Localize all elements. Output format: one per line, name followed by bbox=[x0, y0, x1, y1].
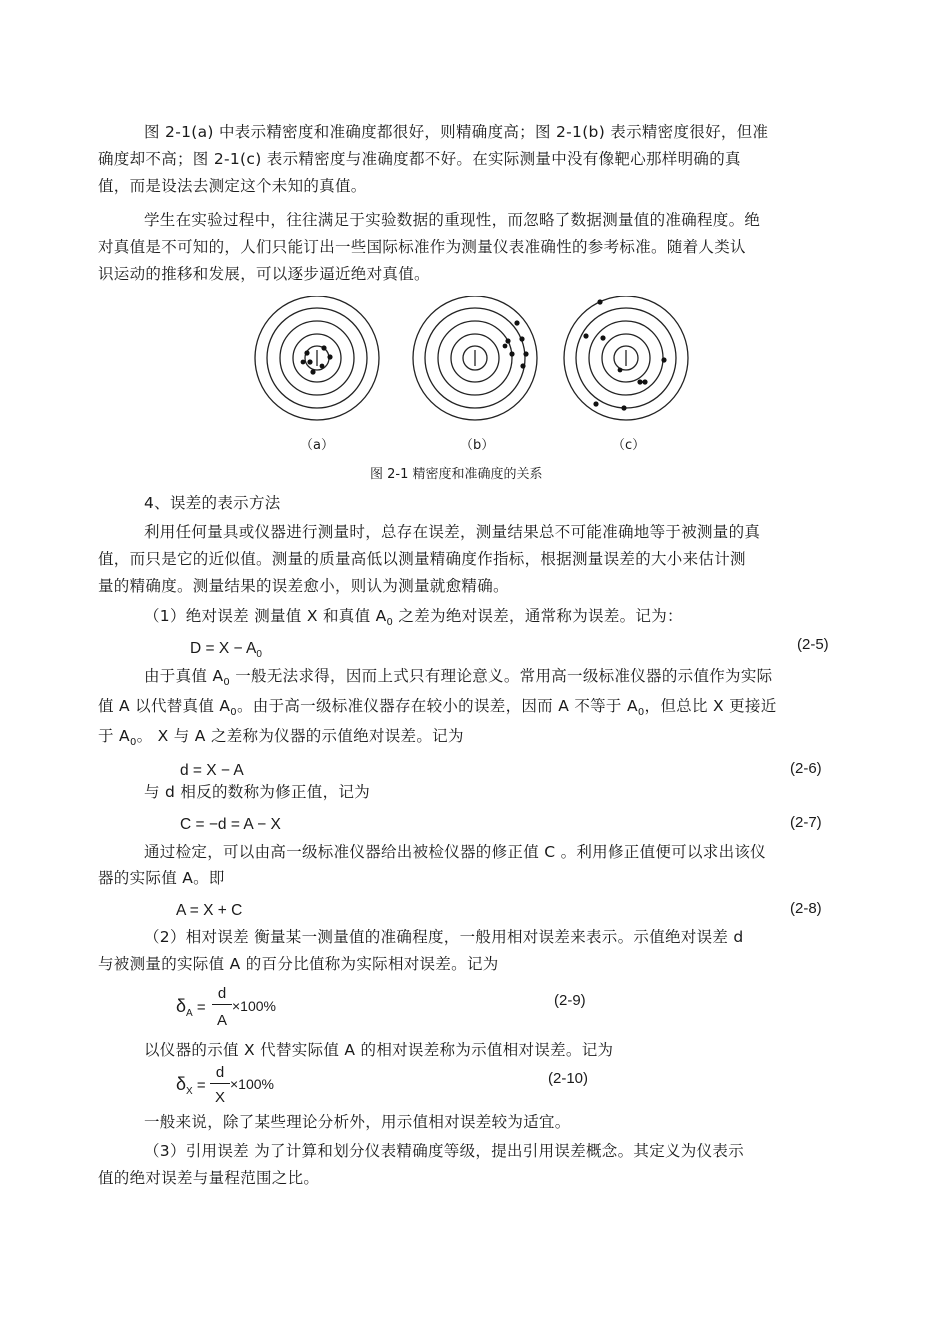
equation-2-10-numerator: d bbox=[215, 1064, 225, 1081]
rel-error-line1: （2）相对误差 衡量某一测量值的准确程度，一般用相对误差来表示。示值绝对误差 d bbox=[144, 928, 744, 946]
equation-2-8: A = X + C bbox=[176, 902, 243, 919]
section4-line1: 利用任何量具或仪器进行测量时，总存在误差，测量结果总不可能准确地等于被测量的真 bbox=[144, 523, 761, 541]
para2-line3: 识运动的推移和发展，可以逐步逼近绝对真值。 bbox=[98, 265, 430, 283]
target-c bbox=[564, 296, 688, 420]
indicated-relative-intro: 以仪器的示值 X 代替实际值 A 的相对误差称为示值相对误差。记为 bbox=[144, 1041, 614, 1059]
para3-line3: 于 $A_0$。 X 与 A 之差称为仪器的示值绝对误差。记为 bbox=[98, 727, 464, 748]
section4-line2: 值，而只是它的近似值。测量的质量高低以测量精确度作指标，根据测量误差的大小来估计测 bbox=[98, 550, 746, 568]
equation-number-2-10: (2-10) bbox=[548, 1070, 589, 1087]
equation-2-6: d = X − A bbox=[180, 762, 244, 779]
correction-intro: 与 d 相反的数称为修正值，记为 bbox=[144, 783, 370, 801]
equation-number-2-7: (2-7) bbox=[790, 814, 822, 831]
para4-line2: 器的实际值 A。即 bbox=[98, 869, 225, 887]
equation-2-7: C = −d = A − X bbox=[180, 816, 281, 833]
para3-line1: 由于真值 $A_0$ 一般无法求得，因而上式只有理论意义。常用高一级标准仪器的示值作为实际 bbox=[144, 667, 773, 688]
para4-line1: 通过检定，可以由高一级标准仪器给出被检仪器的修正值 C 。利用修正值便可以求出该仪 bbox=[144, 843, 766, 861]
equation-number-2-5: (2-5) bbox=[797, 636, 829, 653]
para3-line2: 值 A 以代替真值 $A_0$。由于高一级标准仪器存在较小的误差，因而 A 不等于 $A_0$，但总比 X 更接近 bbox=[98, 697, 777, 718]
rel-error-line2: 与被测量的实际值 A 的百分比值称为实际相对误差。记为 bbox=[98, 955, 499, 973]
ref-error-line2: 值的绝对误差与量程范围之比。 bbox=[98, 1169, 320, 1187]
equation-2-9-lhs: $\delta_A$ = bbox=[176, 996, 206, 1019]
target-a bbox=[255, 296, 379, 420]
equation-2-9-denominator: A bbox=[216, 1012, 227, 1029]
equation-2-10-denominator: X bbox=[214, 1089, 225, 1106]
figure-label-b: （b） bbox=[460, 438, 495, 453]
target-figure bbox=[250, 296, 700, 436]
para1-line2: 确度却不高；图 2-1(c) 表示精密度与准确度都不好。在实际测量中没有像靶心那样明确的真 bbox=[98, 150, 741, 168]
para2-line2: 对真值是不可知的，人们只能订出一些国际标准作为测量仪表准确性的参考标准。随着人类认 bbox=[98, 238, 746, 256]
equation-2-10-lhs: $\delta_X$ = bbox=[176, 1074, 206, 1097]
equation-number-2-6: (2-6) bbox=[790, 760, 822, 777]
equation-2-5: $D = X - A_0$ bbox=[190, 640, 262, 660]
figure-label-c: （c） bbox=[612, 438, 646, 453]
section4-line3: 量的精确度。测量结果的误差愈小，则认为测量就愈精确。 bbox=[98, 577, 509, 595]
para2-line1: 学生在实验过程中，往往满足于实验数据的重现性，而忽略了数据测量值的准确程度。绝 bbox=[144, 211, 761, 229]
para1-line1: 图 2-1(a) 中表示精密度和准确度都很好，则精确度高；图 2-1(b) 表示精密度很好，但准 bbox=[144, 123, 769, 141]
ref-error-line1: （3）引用误差 为了计算和划分仪表精确度等级，提出引用误差概念。其定义为仪表示 bbox=[144, 1142, 744, 1160]
figure-label-a: （a） bbox=[300, 438, 334, 453]
section-heading: 4、误差的表示方法 bbox=[144, 494, 281, 512]
figure-caption: 图 2-1 精密度和准确度的关系 bbox=[370, 467, 543, 482]
equation-number-2-9: (2-9) bbox=[554, 992, 586, 1009]
equation-2-9-multiplier: ×100% bbox=[232, 998, 276, 1014]
equation-2-10-multiplier: ×100% bbox=[230, 1076, 274, 1092]
equation-2-9-fraction-bar bbox=[212, 1004, 232, 1005]
general-remark: 一般来说，除了某些理论分析外，用示值相对误差较为适宜。 bbox=[144, 1113, 571, 1131]
target-b bbox=[413, 296, 537, 420]
para1-line3: 值，而是设法去测定这个未知的真值。 bbox=[98, 177, 367, 195]
equation-2-9-numerator: d bbox=[217, 985, 227, 1002]
abs-error-line: （1）绝对误差 测量值 X 和真值 $A_0$ 之差为绝对误差，通常称为误差。记为： bbox=[144, 607, 683, 628]
equation-number-2-8: (2-8) bbox=[790, 900, 822, 917]
equation-2-10-fraction-bar bbox=[210, 1083, 230, 1084]
